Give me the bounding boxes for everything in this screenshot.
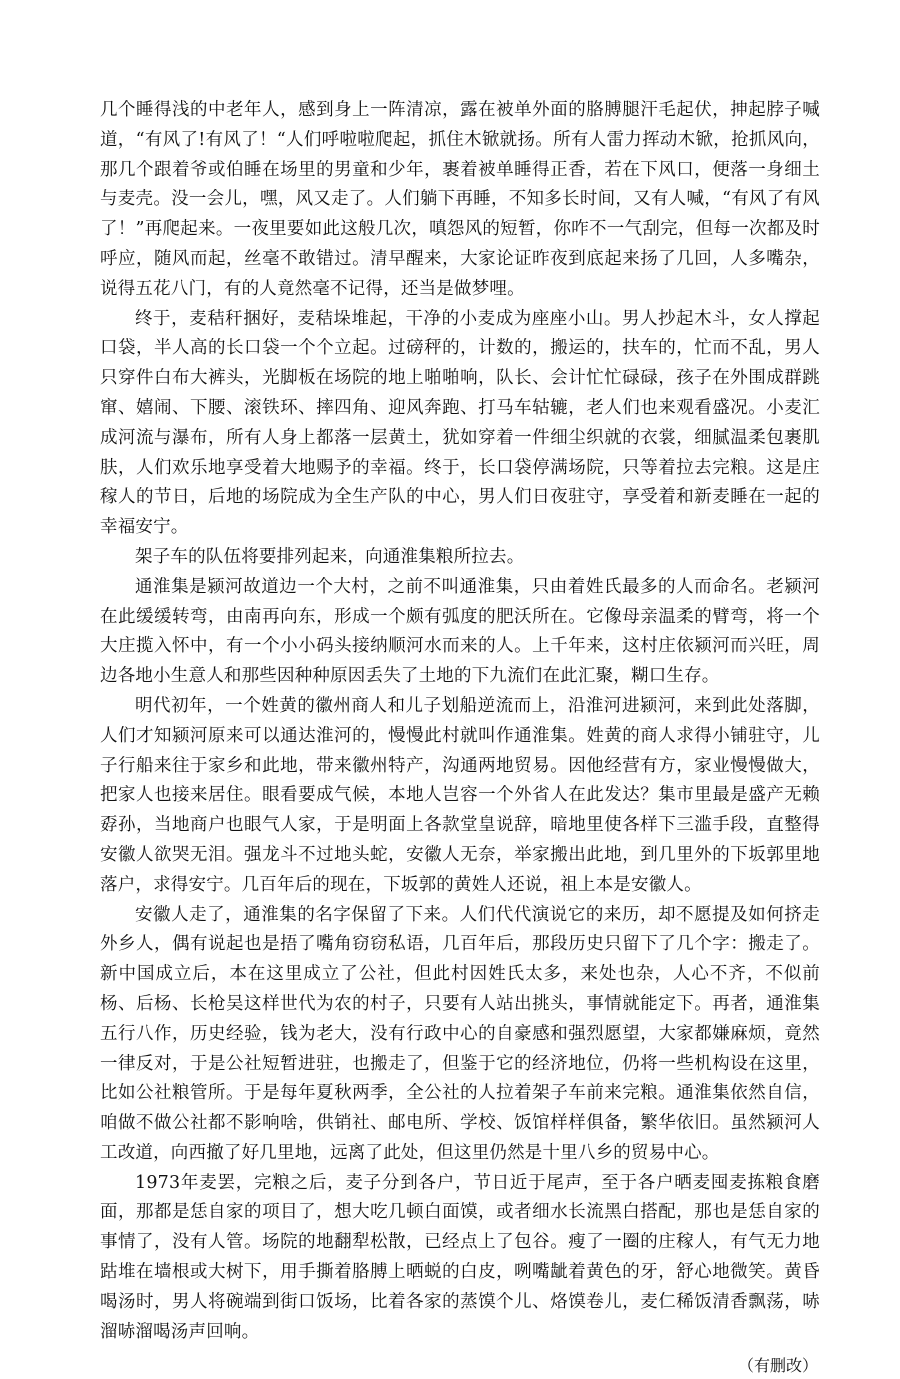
paragraph-6: 安徽人走了，通淮集的名字保留了下来。人们代代演说它的来历，却不愿提及如何挤走外乡人，偶有说起也是捂了嘴角窃窃私语，几百年后，那段历史只留下了几个字：搬走了。新中国成立后，本在这里成立了公社，但此村因姓氏太多，来处也杂，人心不齐，不似前杨、后杨、长枪吴这样世代为农的村子，只要有人站出挑头，事情就能定下。再者，通淮集五行八作，历史经验，钱为老大，没有行政中心的自豪感和强烈愿望，大家都嫌麻烦，竟然一律反对，于是公社短暂进驻，也搬走了，但鉴于它的经济地位，仍将一些机构设在这里，比如公社粮管所。于是每年夏秋两季，全公社的人拉着架子车前来完粮。通淮集依然自信，咱做不做公社都不影响啥，供销社、邮电所、学校、饭馆样样俱备，繁华依旧。虽然颍河人工改道，向西撤了好几里地，远离了此处，但这里仍然是十里八乡的贸易中心。	[100, 904, 820, 1163]
paragraph-7: 1973年麦罢，完粮之后，麦子分到各户，节日近于尾声，至于各户晒麦囤麦拣粮食磨面，那都是恁自家的项目了，想大吃几顿白面馍，或者细水长流黑白搭配，那也是恁自家的事情了，没有人管。场院的地翻犁松散，已经点上了包谷。瘦了一圈的庄稼人，有气无力地跍堆在墙根或大树下，用手撕着胳膊上晒蜕的白皮，咧嘴龇着黄色的牙，舒心地微笑。黄昏喝汤时，男人将碗端到街口饭场，比着各家的蒸馍个儿、烙馍卷儿，麦仁稀饭清香飘荡，哧溜哧溜喝汤声回响。	[100, 1172, 820, 1342]
paragraph-3: 架子车的队伍将要排列起来，向通淮集粮所拉去。	[135, 546, 525, 567]
paragraph-4: 通淮集是颍河故道边一个大村，之前不叫通淮集，只由着姓氏最多的人而命名。老颍河在此缓缓转弯，由南再向东，形成一个颇有弧度的肥沃所在。它像母亲温柔的臂弯，将一个大庄揽入怀中，有一个小小码头接纳顺河水而来的人。上千年来，这村庄依颍河而兴旺，周边各地小生意人和那些因种种原因丢失了土地的下九流们在此汇聚，糊口生存。	[100, 576, 820, 687]
source-note: （有删改）	[737, 1356, 818, 1376]
paragraph-1: 几个睡得浅的中老年人，感到身上一阵清凉，露在被单外面的胳膊腿汗毛起伏，抻起脖子喊道，“有风了!有风了！“人们呼啦啦爬起，抓住木锨就扬。所有人雷力挥动木锨，抢抓风向，那几个跟着爷或伯睡在场里的男童和少年，裹着被单睡得正香，若在下风口，便落一身细土与麦壳。没一会儿，嘿，风又走了。人们躺下再睡，不知多长时间，又有人喊，“有风了有风了！”再爬起来。一夜里要如此这般几次，嗔怨风的短暂，你咋不一气刮完，但每一次都及时呼应，随风而起，丝毫不敢错过。清早醒来，大家论证昨夜到底起来扬了几回，人多嘴杂，说得五花八门，有的人竟然毫不记得，还当是做梦哩。	[100, 100, 820, 299]
paragraph-2: 终于，麦秸秆捆好，麦秸垛堆起，干净的小麦成为座座小山。男人抄起木斗，女人撑起口袋，半人高的长口袋一个个立起。过磅秤的，计数的，搬运的，扶车的，忙而不乱，男人只穿件白布大裤头，光脚板在场院的地上啪啪响，队长、会计忙忙碌碌，孩子在外围成群跳窜、嬉闹、下腰、滚铁环、摔四角、迎风奔跑、打马车轱辘，老人们也来观看盛况。小麦汇成河流与瀑布，所有人身上都落一层黄土，犹如穿着一件细尘织就的衣裳，细腻温柔包裹肌肤，人们欢乐地享受着大地赐予的幸福。终于，长口袋停满场院，只等着拉去完粮。这是庄稼人的节日，后地的场院成为全生产队的中心，男人们日夜驻守，享受着和新麦睡在一起的幸福安宁。	[100, 308, 820, 538]
paragraph-5: 明代初年，一个姓黄的徽州商人和儿子划船逆流而上，沿淮河进颍河，来到此处落脚，人们才知颍河原来可以通达淮河的，慢慢此村就叫作通淮集。姓黄的商人求得小铺驻守，儿子行船来往于家乡和此地，带来徽州特产，沟通两地贸易。因他经营有方，家业慢慢做大，把家人也接来居住。眼看要成气候，本地人岂容一个外省人在此发达？集市里最是盛产无赖孬孙，当地商户也眼气人家，于是明面上各款堂皇说辞，暗地里使各样下三滥手段，直整得安徽人欲哭无泪。强龙斗不过地头蛇，安徽人无奈，举家搬出此地，到几里外的下坂郭里地落户，求得安宁。几百年后的现在，下坂郭的黄姓人还说，祖上本是安徽人。	[100, 695, 820, 895]
article-body	[100, 96, 820, 1379]
